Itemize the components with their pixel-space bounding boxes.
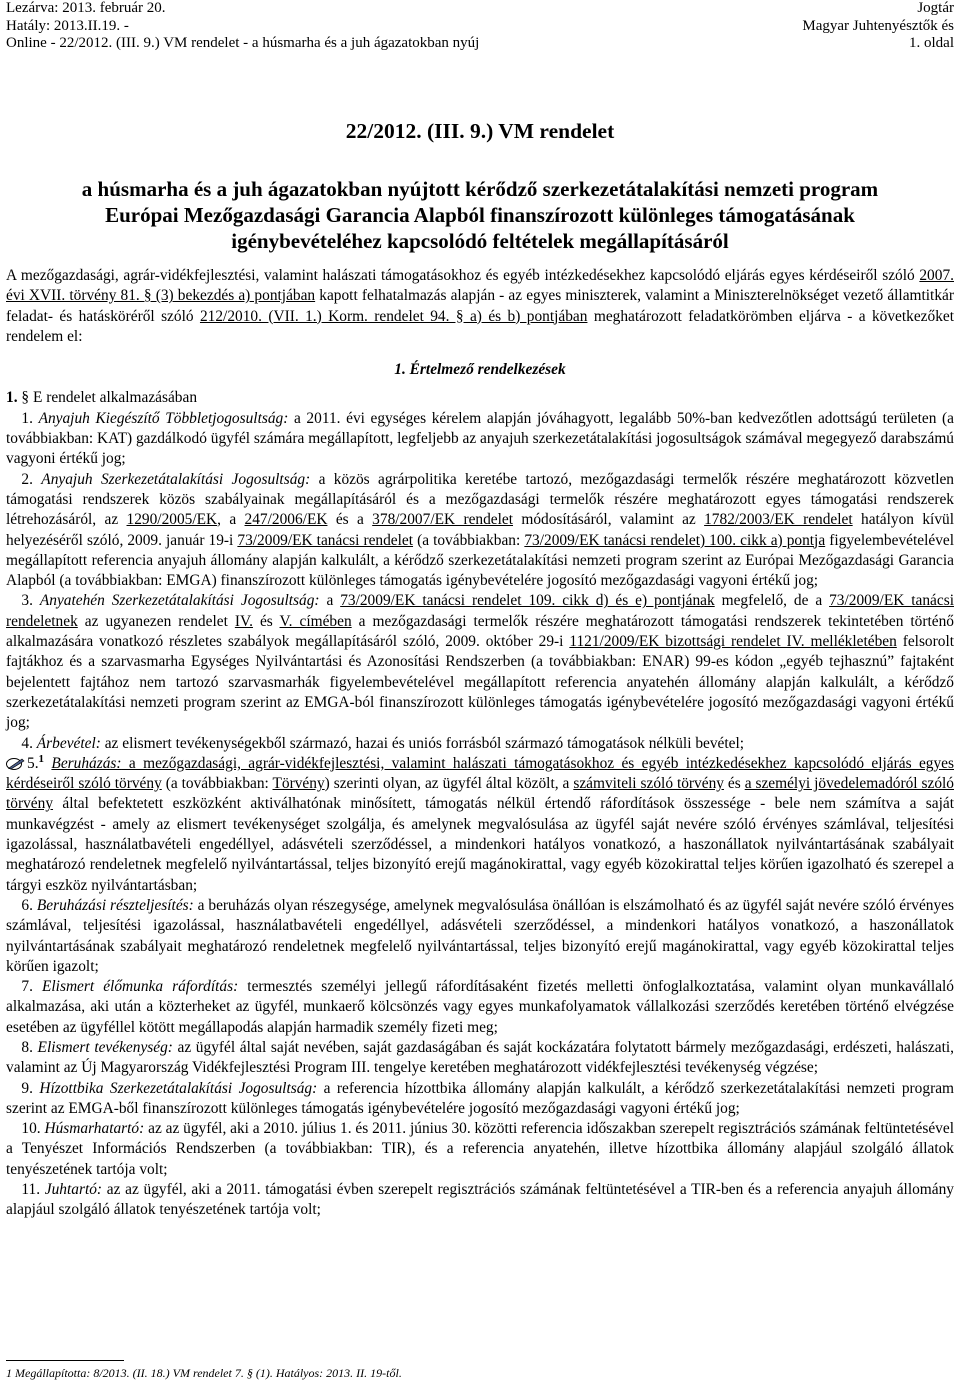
law-link[interactable]: 2007. évi XVII. törvény 81. § (3) bekezdés a) pontjában <box>6 267 954 305</box>
definition-text: (a továbbiakban: <box>413 531 525 549</box>
document-subtitle <box>0 176 960 254</box>
header-closed-date: Lezárva: 2013. február 20. <box>6 0 166 16</box>
definition-text: a 2011. évi egységes kérelem alapján jóváhagyott, legalább 50%-ban kedvezőtlen adottságú területen (a továbbiakban: KAT) gazdálkodó ügyfél számára megállapított, legfeljebb az anyajuh szerkezetátalakítási jogosultságok számával megegyező darabszámú vagyoni értékű jog; <box>6 409 954 468</box>
definition-number: 8. <box>21 1038 38 1056</box>
header-page-number: 1. oldal <box>909 35 954 51</box>
definition-number: 3. <box>21 592 40 610</box>
definition-number: 6. <box>21 896 37 914</box>
definition-term: Juhtartó: <box>44 1181 103 1199</box>
definition-text: az elismert tevékenységekből származó, hazai és uniós forrásból származó támogatások nélküli bevétel; <box>100 734 745 752</box>
regulation-link[interactable]: 73/2009/EK tanácsi rendelet 109. cikk d) és e) pontjának <box>340 592 715 610</box>
subtitle-line: Európai Mezőgazdasági Garancia Alapból finanszírozott különleges támogatásának <box>105 203 855 227</box>
paragraph-symbol: § <box>21 389 30 407</box>
definition-text: az ügyfél által saját nevében, saját gazdaságában és saját kockázatára folytatott bármely mezőgazdasági, erdészeti, halászati, valamint az Új Magyarország Vidékfejlesztési Program III. tengelye keretében meghatározott vidékfejlesztési tevékenység végzése; <box>6 1038 954 1077</box>
definition-number: 2. <box>21 470 42 488</box>
regulation-link[interactable]: 247/2006/EK <box>244 511 328 529</box>
subtitle-line: a húsmarha és a juh ágazatokban nyújtott kérődző szerkezetátalakítási nemzeti program <box>81 177 879 201</box>
regulation-link[interactable]: 73/2009/EK tanácsi rendeletnek <box>6 592 954 630</box>
definition-number: 10. <box>21 1120 45 1138</box>
definition-text: a referencia hízottbika állomány alapján kalkulált, a kérődző szerkezetátalakítási nemzeti program szerint az EMGA-ből finanszírozott különleges támogatás igénybevételére jogosító mezőgazdasági vagyoni értékű jog; <box>6 1079 955 1117</box>
definition-4 <box>6 734 954 754</box>
definition-text: a közös agrárpolitika keretébe tartozó, mezőgazdasági termelők részére meghatározott közvetlen támogatási rendszerek közös szabályainak megállapításáról és a mezőgazdasági termelők részére meghatározott egyes támogatási rendszerek létrehozásáról, az <box>6 470 955 529</box>
definition-number: 5. <box>27 754 39 772</box>
definition-term: Húsmarhatartó: <box>44 1120 145 1138</box>
definition-term: Beruházási részteljesítés: <box>36 896 194 914</box>
definition-text: ) szerinti olyan, az ügyfél által közölt, a <box>324 775 574 793</box>
definition-7 <box>6 977 954 1038</box>
definition-8 <box>6 1038 954 1079</box>
decree-link[interactable]: 212/2010. (VII. 1.) Korm. rendelet 94. § a) és b) pontjában <box>199 307 588 325</box>
regulation-link[interactable]: V. címében <box>279 612 352 630</box>
regulation-link[interactable]: 1290/2005/EK <box>126 511 218 529</box>
header-publisher: Jogtár <box>917 0 954 16</box>
document-body <box>6 266 954 1221</box>
definition-11 <box>6 1180 954 1221</box>
regulation-link[interactable]: 1782/2003/EK rendelet <box>704 511 853 529</box>
regulation-link[interactable]: IV. <box>234 612 253 630</box>
definition-text: által befektetett eszközként aktiválhatónak minősített, támogatás nélkül értendő ráfordítások összessége - bele nem számítva a saját munkavégzést - amely az elismert tevékenységet szolgálja, és amelynek megvalósulása az ügyfél saját nevére szóló érvényes számlával, teljesítési igazolással, használatbavételi engedéllyel, adásvételi szerződéssel, a mindenkori hatályos vonatkozó, a haszonállatok nyilvántartásának szabályait meghatározó rendeletnek megfelelő nyilvántartással, teljes bizonyító erejű magánokirattal, vagy egyéb közokirattal teljes körűen igazolható és szerepel a tárgyi eszköz nyilvántartásban; <box>6 795 954 894</box>
definition-3 <box>6 591 954 733</box>
definition-text: módosításáról, valamint az <box>513 511 705 529</box>
preamble <box>6 266 954 347</box>
definition-term: Árbevétel: <box>36 734 101 752</box>
definition-2 <box>6 470 954 592</box>
regulation-link[interactable]: 378/2007/EK rendelet <box>372 511 514 529</box>
pen-edit-icon[interactable] <box>6 757 26 770</box>
definition-text: és a <box>327 511 373 529</box>
header-effective-date: Hatály: 2013.II.19. - <box>6 17 129 34</box>
definition-text: (a továbbiakban: <box>161 775 273 793</box>
definition-text: az az ügyfél, aki a 2011. támogatási évben szerepelt regisztrációs számának feltüntetésével a TIR-ben és a referencia anyajuh állomány alapjául szolgáló állatok tenyészetének tartója volt; <box>6 1181 954 1219</box>
definition-number: 4. <box>21 734 37 752</box>
regulation-link[interactable]: 1121/2009/EK bizottsági rendelet IV. mellékletében <box>569 633 897 651</box>
regulation-link[interactable]: 73/2009/EK tanácsi rendelet) 100. cikk a) pontja <box>524 531 826 549</box>
definition-number: 7. <box>21 978 42 996</box>
preamble-text: A mezőgazdasági, agrár-vidékfejlesztési, valamint halászati támogatásokhoz és egyéb intézkedésekhez kapcsolódó eljárás egyes kérdéseiről szóló <box>6 267 920 284</box>
preamble-text: kapott felhatalmazás alapján - az egyes miniszterek, valamint a Miniszterelnökséget vezető államtitkár feladat- és hatásköréről szóló <box>6 287 954 325</box>
subtitle-line: igénybevételéhez kapcsolódó feltételek megállapításáról <box>231 229 729 253</box>
definition-number: 1. <box>21 409 39 427</box>
definition-1 <box>6 409 954 470</box>
definition-text: a <box>319 592 341 610</box>
paragraph-text: E rendelet alkalmazásában <box>29 389 198 407</box>
definition-10 <box>6 1119 954 1180</box>
definition-term: Hízottbika Szerkezetátalakítási Jogosultság: <box>39 1079 318 1097</box>
definition-term: Elismert élőmunka ráfordítás: <box>42 978 239 996</box>
definition-6 <box>6 896 954 977</box>
definition-text: az ugyanezen rendelet <box>77 612 235 630</box>
definition-term: Elismert tevékenység: <box>37 1038 173 1056</box>
footnote: 1 Megállapította: 8/2013. (II. 18.) VM rendelet 7. § (1). Hatályos: 2013. II. 19-től. <box>6 1366 402 1380</box>
definition-text: figyelembevételével megállapított referencia anyajuh állomány alapján kalkulált, a kérődző szerkezetátalakítási nemzeti program szerint az Európai Mezőgazdasági Garancia Alapból (a továbbiakban: EMGA) finanszírozott különleges támogatás igénybevételére jogosító mezőgazdasági vagyoni értékű jog; <box>6 531 954 590</box>
definition-text: és <box>252 612 280 630</box>
page-header-left <box>6 0 479 53</box>
header-owner: Magyar Juhtenyésztők és <box>802 17 954 34</box>
definition-text: a beruházás olyan részegysége, amelynek megvalósulása önállóan is elszámolható és az ügyfél saját nevére szóló érvényes számlával, teljesítési igazolással, használatbavételi engedéllyel, adásvételi szerződéssel, a mindenkori hatályos vonatkozó, a haszonállatok nyilvántartásának szabályait meghatározó rendeletnek megfelelő nyilvántartással, teljes bizonyító erejű magánokirattal, vagy egyéb közokirattal teljes körűen igazolt; <box>6 896 954 975</box>
page-header-right <box>802 0 954 53</box>
footnote-divider <box>6 1360 124 1361</box>
paragraph-heading <box>6 388 954 408</box>
definition-text: és <box>723 775 745 793</box>
definition-text: megfelelő, de a <box>714 592 830 610</box>
definition-text: , a <box>217 511 245 529</box>
footnote-marker[interactable]: 1 <box>38 752 45 765</box>
definition-term: Anyajuh Szerkezetátalakítási Jogosultság: <box>41 470 311 488</box>
law-link[interactable]: a személyi jövedelemadóról szóló törvény <box>6 775 954 813</box>
definition-9 <box>6 1079 954 1120</box>
law-link[interactable]: Törvény <box>272 775 325 793</box>
definition-term: Beruházás: <box>51 754 122 772</box>
law-link[interactable]: számviteli szóló törvény <box>573 775 724 793</box>
header-document-ref: Online - 22/2012. (III. 9.) VM rendelet - a húsmarha és a juh ágazatokban nyúj <box>6 35 480 51</box>
document-title: 22/2012. (III. 9.) VM rendelet <box>345 119 615 143</box>
definition-number: 9. <box>21 1079 40 1097</box>
definition-text: a mezőgazdasági termelők részére meghatározott támogatási rendszerek tekintetében történő alkalmazására vonatkozó részletes szabályok megállapításáról szóló, 2009. október 29-i <box>6 612 954 651</box>
regulation-link[interactable]: 73/2009/EK tanácsi rendelet <box>237 531 414 549</box>
definition-term: Anyatehén Szerkezetátalakítási Jogosultság: <box>39 592 320 610</box>
definition-text: felsorolt fajtákhoz és a szarvasmarha Egységes Nyilvántartási és Azonosítási Rendszerben (a továbbiakban: ENAR) 99-es kódon „egyéb tejhasznú” fajtaként bejelentett fajtához nem tartozó szarvasmarhák figyelembevételével megállapított referencia anyatehén állomány alapján kalkulált, a kérődző szerkezetátalakítási nemzeti program szerint az EMGA-ból finanszírozott különleges támogatás igénybevételére jogosító mezőgazdasági vagyoni értékű jog; <box>6 633 954 732</box>
preamble-text: meghatározott feladatkörömben eljárva - a következőket rendelem el: <box>6 307 954 345</box>
definition-5 <box>6 754 954 896</box>
paragraph-number: 1. <box>6 389 18 407</box>
law-link[interactable]: a mezőgazdasági, agrár-vidékfejlesztési, valamint halászati támogatásokhoz és egyéb intézkedésekhez kapcsolódó eljárás egyes kérdéseiről szóló törvény <box>6 754 954 793</box>
definition-term: Anyajuh Kiegészítő Többletjogosultság: <box>38 409 289 427</box>
definition-number: 11. <box>21 1181 45 1199</box>
definition-text: termesztés személyi jellegű ráfordításaként fizetés melletti önfoglalkoztatása, valamint olyan munkavállaló alkalmazása, aki után a közterheket az ügyfél, munkaerő kölcsönzés vagy egyes munkafolyamatok vállalkozási szerződés keretében történő elvégzése esetében az ügyféllel kötött megállapodás alapján harmadik személy fizeti meg; <box>6 978 954 1036</box>
definition-text: az az ügyfél, aki a 2010. július 1. és 2011. június 30. közötti referencia időszakban szerepelt regisztrációs számának feltüntetésével a Tenyészet Információs Rendszerben (a továbbiakban: TIR), és a referencia anyatehén, illetve hízottbika állomány alapjául szolgáló állatok tenyészetének tartója volt; <box>6 1120 954 1178</box>
section-title: 1. Értelmező rendelkezések <box>394 361 566 379</box>
definition-text: hatályon kívül helyezéséről szóló, 2009. január 19-i <box>6 511 954 549</box>
